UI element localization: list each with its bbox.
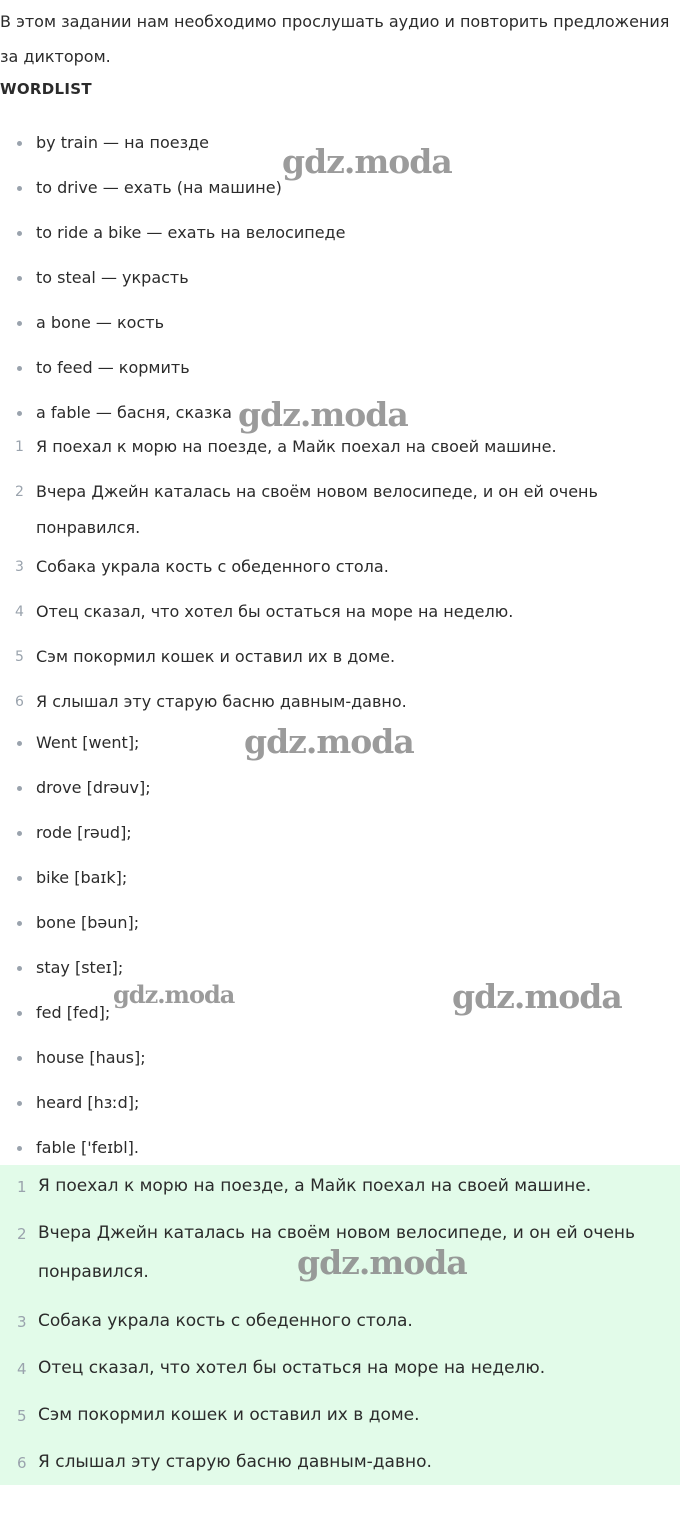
list-item: 4 Отец сказал, что хотел бы остаться на море на неделю.	[0, 1355, 680, 1402]
wordlist-heading: WORDLIST	[0, 80, 92, 98]
bullet-icon	[17, 876, 22, 881]
list-item: 3 Собака украла кость с обеденного стола.	[0, 1308, 680, 1355]
list-item: 6 Я слышал эту старую басню давным-давно.	[0, 690, 680, 714]
bullet-icon	[17, 1146, 22, 1151]
list-item: heard [hɜːd];	[0, 1091, 680, 1136]
bullet-icon	[17, 1056, 22, 1061]
list-item: bike [baɪk];	[0, 866, 680, 911]
list-item: 5 Сэм покормил кошек и оставил их в доме.	[0, 1402, 680, 1449]
bullet-icon	[17, 921, 22, 926]
bullet-icon	[17, 141, 22, 146]
list-item: fable ['feɪbl].	[0, 1136, 680, 1181]
list-item: 3 Собака украла кость с обеденного стола.	[0, 555, 680, 600]
bullet-icon	[17, 276, 22, 281]
item-number: 3	[17, 1313, 27, 1331]
list-item: bone [bəun];	[0, 911, 680, 956]
item-number: 6	[17, 1454, 27, 1472]
list-item: a bone — кость	[0, 311, 680, 356]
list-item: rode [rəud];	[0, 821, 680, 866]
item-number: 4	[15, 604, 24, 620]
bullet-icon	[17, 411, 22, 416]
bullet-icon	[17, 1101, 22, 1106]
watermark-logo: gdz.moda	[113, 980, 235, 1009]
list-item: 4 Отец сказал, что хотел бы остаться на море на неделю.	[0, 600, 680, 645]
watermark-logo: gdz.moda	[282, 142, 452, 181]
bullet-icon	[17, 231, 22, 236]
list-item: to feed — кормить	[0, 356, 680, 401]
list-item: 6 Я слышал эту старую басню давным-давно.	[0, 1449, 680, 1496]
item-number: 2	[17, 1225, 27, 1243]
bullet-icon	[17, 741, 22, 746]
bullet-icon	[17, 786, 22, 791]
list-item: house [haus];	[0, 1046, 680, 1091]
watermark-logo: gdz.moda	[297, 1243, 467, 1282]
watermark-logo: gdz.moda	[452, 977, 622, 1016]
list-item: 5 Сэм покормил кошек и оставил их в доме.	[0, 645, 680, 690]
list-item: by train — на поезде	[0, 131, 680, 176]
list-item: 1 Я поехал к морю на поезде, а Майк поехал на своей машине.	[0, 435, 680, 480]
intro-text: В этом задании нам необходимо прослушать аудио и повторить предложения за диктором.	[0, 12, 670, 66]
bullet-icon	[17, 1011, 22, 1016]
bullet-icon	[17, 831, 22, 836]
bullet-icon	[17, 186, 22, 191]
item-number: 4	[17, 1360, 27, 1378]
item-number: 3	[15, 559, 24, 575]
list-item: to steal — украсть	[0, 266, 680, 311]
phonetics-list	[0, 731, 680, 1181]
item-number: 5	[17, 1407, 27, 1425]
list-item: to ride a bike — ехать на велосипеде	[0, 221, 680, 266]
list-item: drove [drəuv];	[0, 776, 680, 821]
list-item: a fable — басня, сказка	[0, 401, 680, 446]
item-number: 1	[17, 1178, 27, 1196]
item-number: 5	[15, 649, 24, 665]
item-number: 1	[15, 439, 24, 455]
list-item: Went [went];	[0, 731, 680, 776]
item-number: 2	[15, 484, 24, 500]
watermark-logo: gdz.moda	[238, 395, 408, 434]
item-number: 6	[15, 694, 24, 710]
list-item: stay [steɪ];	[0, 956, 680, 1001]
bullet-icon	[17, 321, 22, 326]
list-item: to drive — ехать (на машине)	[0, 176, 680, 221]
list-item: 2 Вчера Джейн каталась на своём новом велосипеде, и он ей очень понравился.	[0, 1214, 680, 1308]
list-item: 1 Я поехал к морю на поезде, а Майк поехал на своей машине.	[0, 1173, 680, 1220]
watermark-logo: gdz.moda	[244, 722, 414, 761]
answer-sentence-list	[0, 1173, 680, 1496]
bullet-icon	[17, 366, 22, 371]
bullet-icon	[17, 966, 22, 971]
list-item: fed [fed];	[0, 1001, 680, 1046]
list-item: 2 Вчера Джейн каталась на своём новом велосипеде, и он ей очень понравился.	[0, 474, 680, 555]
sentence-list	[0, 435, 680, 714]
wordlist	[0, 131, 680, 446]
